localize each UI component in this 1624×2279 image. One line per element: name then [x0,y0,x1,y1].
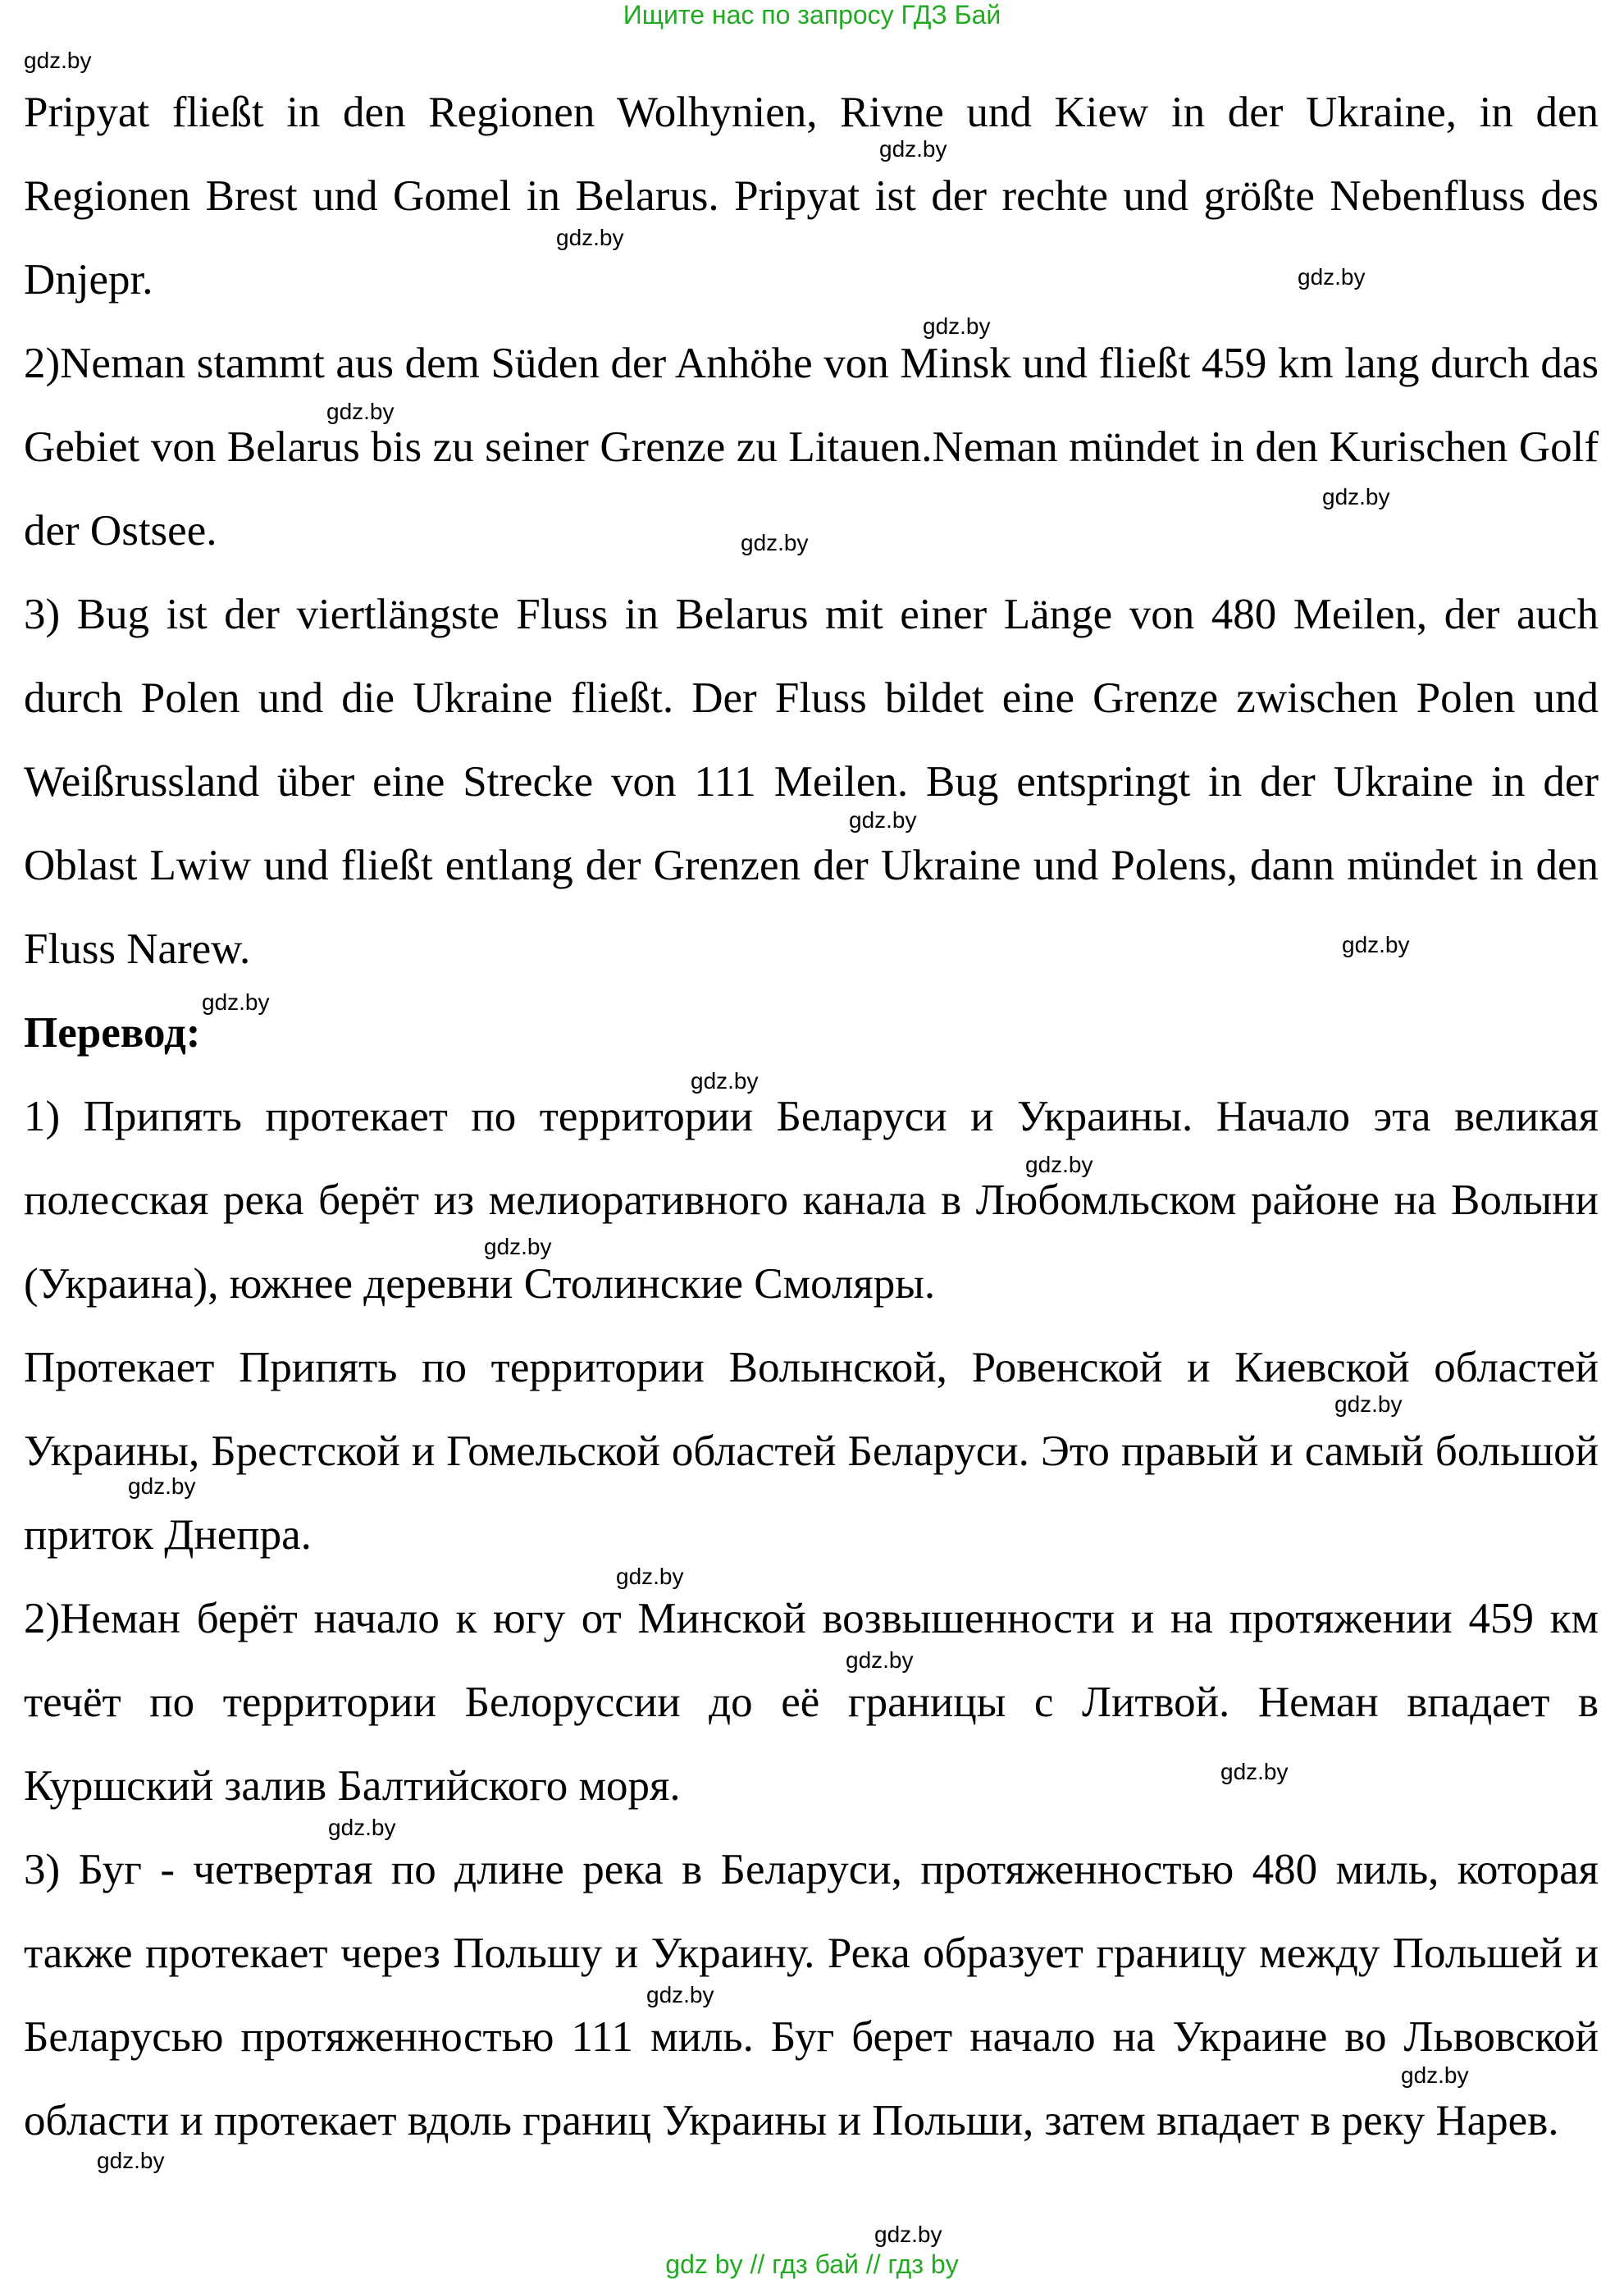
watermark: gdz.by [202,989,270,1015]
translation-heading: Перевод: [24,1009,201,1057]
watermark: gdz.by [1025,1152,1093,1177]
watermark: gdz.by [741,530,809,555]
german-paragraph-1-tail: Pripyat fließt in den Regionen Wolhynien, Rivne und Kiew in der Ukraine, in den Regionen Brest und Gomel in Belarus. Pripyat ist der rechte und größte Nebenfluss des Dnjepr. [24,89,1599,304]
translation-paragraph-1: 1) Припять протекает по территории Беларуси и Украины. Начало эта великая полесская река берёт из мелиоративного канала в Любомльском районе на Волыни (Украина), южнее деревни Столинские Смоляры. [24,1093,1599,1308]
watermark: gdz.by [691,1068,759,1094]
watermark: gdz.by [1322,484,1390,509]
watermark: gdz.by [1220,1759,1289,1784]
watermark: gdz.by [1334,1391,1403,1417]
watermark: gdz.by [616,1564,684,1589]
watermark: gdz.by [849,807,917,833]
search-hint-banner: Ищите нас по запросу ГДЗ Бай [623,0,1001,30]
watermark: gdz.by [326,399,395,424]
watermark: gdz.by [1298,264,1366,290]
translation-paragraph-2: 2)Неман берёт начало к югу от Минской возвышенности и на протяжении 459 км течёт по территории Белоруссии до её границы с Литвой. Неман впадает в Куршский залив Балтийского моря. [24,1595,1599,1810]
watermark: gdz.by [1401,2062,1469,2088]
watermark: gdz.by [128,1473,196,1499]
translation-paragraph-3: 3) Буг - четвертая по длине река в Беларуси, протяженностью 480 миль, которая также протекает через Польшу и Украину. Река образует границу между Польшей и Беларусью протяженностью 111 миль. Буг берет начало на Украине во Львовской области и протекает вдоль границ Украины и Польши, затем впадает в реку Нарев. [24,1846,1599,2144]
watermark: gdz.by [328,1815,396,1840]
german-paragraph-3: 3) Bug ist der viertlängste Fluss in Belarus mit einer Länge von 480 Meilen, der auch durch Polen und die Ukraine fließt. Der Fluss bildet eine Grenze zwischen Polen und Weißrussland über eine Strecke von 111 Meilen. Bug entspringt in der Ukraine in der Oblast Lwiw und fließt entlang der Grenzen der Ukraine und Polens, dann mündet in den Fluss Narew. [24,591,1599,973]
watermark: gdz.by [879,136,947,162]
footer-banner: gdz by // гдз бай // гдз by [665,2249,959,2279]
watermark: gdz.by [646,1982,714,2007]
watermark: gdz.by [484,1234,552,1259]
watermark: gdz.by [556,225,624,250]
watermark: gdz.by [846,1647,914,1673]
watermark: gdz.by [97,2148,165,2173]
watermark: gdz.by [1342,932,1410,957]
german-paragraph-2: 2)Neman stammt aus dem Süden der Anhöhe von Minsk und fließt 459 km lang durch das Gebiet von Belarus bis zu seiner Grenze zu Litauen.Neman mündet in den Kurischen Golf der Ostsee. [24,340,1599,555]
watermark: gdz.by [923,313,991,339]
watermark: gdz.by [24,48,92,73]
watermark: gdz.by [874,2222,942,2247]
translation-paragraph-1b: Протекает Припять по территории Волынской, Ровенской и Киевской областей Украины, Брестской и Гомельской областей Беларуси. Это правый и самый большой приток Днепра. [24,1344,1599,1559]
